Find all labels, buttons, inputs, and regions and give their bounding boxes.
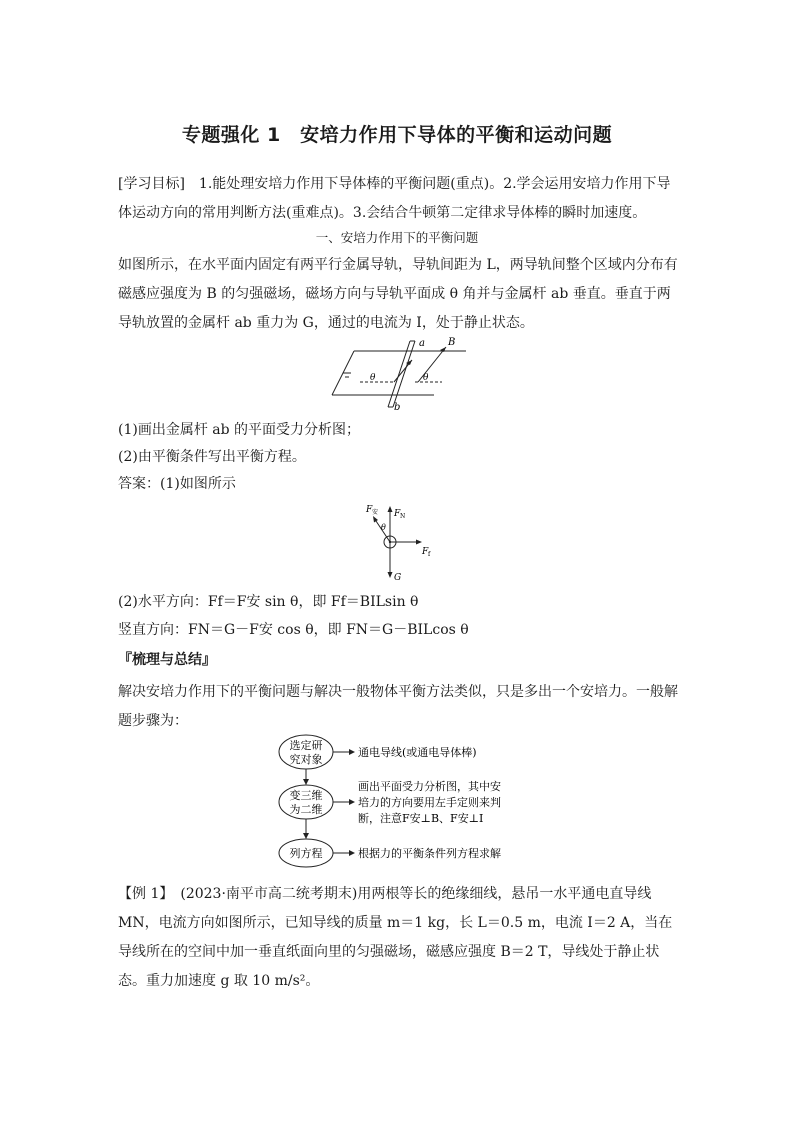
page-title: 专题强化 1 安培力作用下导体的平衡和运动问题 xyxy=(181,124,613,146)
label-ff: F xyxy=(422,547,429,557)
flow-arrowhead xyxy=(303,833,309,839)
label-theta: θ xyxy=(370,373,376,383)
label-B: B xyxy=(448,337,456,348)
force-diagram xyxy=(358,500,438,588)
flow-arrowhead xyxy=(349,850,355,856)
flow-arrowhead xyxy=(349,749,355,755)
arrowhead-g xyxy=(388,572,393,578)
learning-objectives: [学习目标] 1.能处理安培力作用下导体棒的平衡问题(重点)。2.学会运用安培力作用下导体运动方向的常用判断方法(重难点)。3.会结合牛顿第二定律求导体棒的瞬时加速度。 xyxy=(118,176,671,221)
flow-step-2: 变三维 xyxy=(289,789,323,802)
answer-1: 答案：(1)如图所示 xyxy=(118,476,236,492)
label-ff-sub: f xyxy=(428,551,431,558)
label-fa: F xyxy=(366,505,373,515)
flow-desc-2: 培力的方向要用左手定则来判 xyxy=(358,796,501,809)
arrowhead-fn xyxy=(388,506,393,512)
flow-step-3: 列方程 xyxy=(289,847,323,860)
flow-desc-1: 通电导线(或通电导体棒) xyxy=(358,746,477,759)
answer-2: (2)水平方向：Ff＝F安 sin θ，即 Ff＝BILsin θ xyxy=(118,594,419,610)
summary-text: 解决安培力作用下的平衡问题与解决一般物体平衡方法类似，只是多出一个安培力。一般解题步骤为： xyxy=(118,684,678,729)
problem-text: 如图所示，在水平面内固定有两平行金属导轨，导轨间距为 L，两导轨间整个区域内分布有磁感应强度为 B 的匀强磁场，磁场方向与导轨平面成 θ 角并与金属杆 ab 垂直。垂直于两导轨放置的金属杆 ab 重力为 G，通过的电流为 I，处于静止状态。 xyxy=(118,257,678,331)
rail-rod-figure xyxy=(330,335,470,413)
label-theta: θ xyxy=(423,373,429,383)
label-a: a xyxy=(419,338,425,349)
label-fn-sub: N xyxy=(400,513,406,520)
flow-desc-3: 根据力的平衡条件列方程求解 xyxy=(358,847,501,860)
flow-arrowhead xyxy=(349,799,355,805)
label-fn: F xyxy=(394,509,401,519)
flow-arrowhead xyxy=(303,779,309,785)
arrowhead-fa xyxy=(373,516,378,523)
example-1: 【例 1】 (2023·南平市高二统考期末)用两根等长的绝缘细线，悬吊一水平通电直导线 MN，电流方向如图所示，已知导线的质量 m＝1 kg，长 L＝0.5 m，电流 I＝2 A，当在导线所在的空间中加一垂直纸面向里的匀强磁场，磁感应强度 B＝2 T，导线处于静止状态。重力加速度 g 取 10 m/s²。 xyxy=(118,886,673,989)
solution-flowchart xyxy=(275,733,525,871)
question-2: (2)由平衡条件写出平衡方程。 xyxy=(118,449,306,465)
flow-step-1: 选定研 xyxy=(289,739,323,752)
flow-desc-2: 断，注意F安⊥B、F安⊥I xyxy=(358,812,484,825)
flow-step-1: 究对象 xyxy=(289,753,323,766)
arrowhead-ff xyxy=(416,540,422,545)
flow-desc-2: 画出平面受力分析图，其中安 xyxy=(358,780,501,793)
label-fa-sub: 安 xyxy=(372,509,379,516)
label-g: G xyxy=(394,573,402,583)
summary-heading: 『梳理与总结』 xyxy=(118,652,216,668)
label-theta: θ xyxy=(381,523,386,532)
question-1: (1)画出金属杆 ab 的平面受力分析图； xyxy=(118,422,361,438)
answer-3: 竖直方向：FN＝G－F安 cos θ，即 FN＝G－BILcos θ xyxy=(118,622,469,638)
label-b: b xyxy=(394,402,401,413)
section-heading: 一、安培力作用下的平衡问题 xyxy=(315,230,479,245)
flow-step-2: 为二维 xyxy=(289,803,323,816)
